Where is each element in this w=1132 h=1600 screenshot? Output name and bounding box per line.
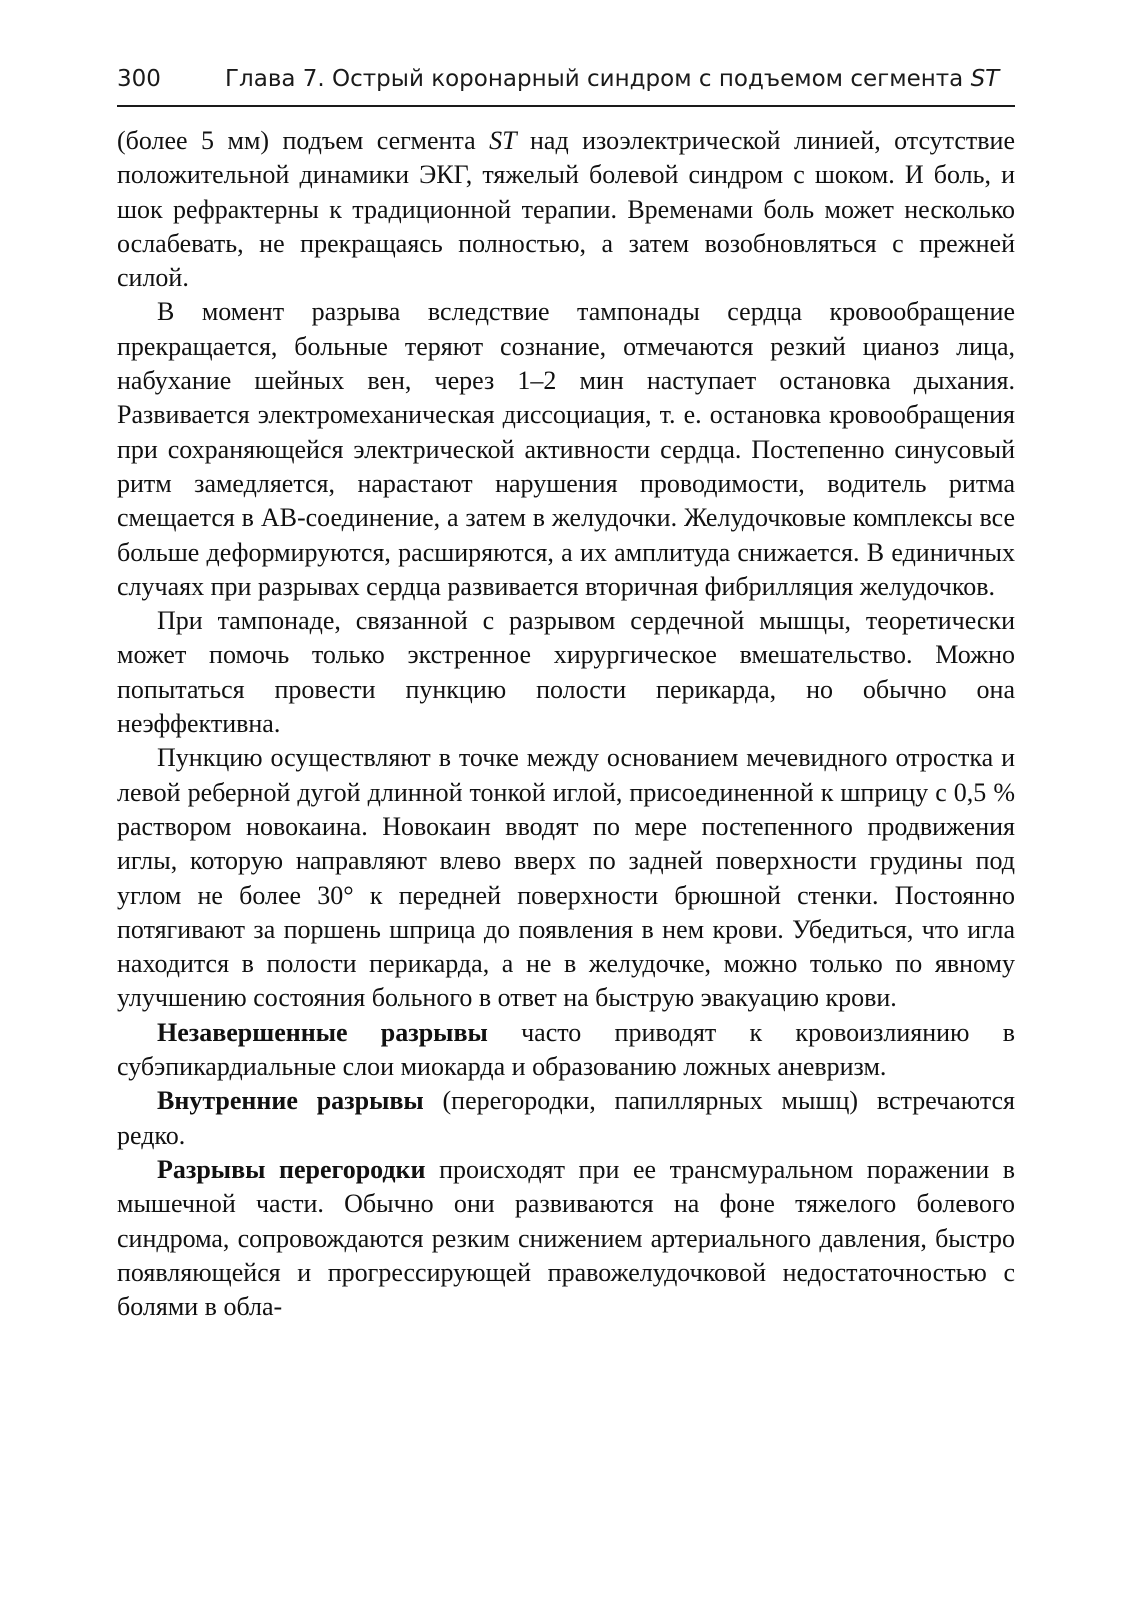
text-run: (перегородки, папиллярных мышц) встречаются редко. xyxy=(117,1086,1015,1150)
paragraph xyxy=(117,295,1015,604)
chapter-title-text: Глава 7. Острый коронарный синдром с подъемом сегмента xyxy=(225,66,971,92)
running-header xyxy=(117,66,1017,106)
body-text xyxy=(117,124,1015,1324)
text-run: (более 5 мм) подъем сегмента xyxy=(117,126,490,155)
italic-term: ST xyxy=(489,126,517,155)
chapter-title xyxy=(225,66,999,92)
text-run: При тампонаде, связанной с разрывом сердечной мышцы, теоретически может помочь только экстренное хирургическое вмешательство. Можно попытаться провести пункцию полости перикарда, но обычно она неэффективна. xyxy=(117,606,1015,739)
bold-term: Незавершенные разрывы xyxy=(157,1017,488,1047)
text-run: происходят при ее трансмуральном поражении в мышечной части. Обычно они развиваются на фоне тяжелого болевого синдрома, сопровождаются резким снижением артериального давления, быстро появляющейся и прогрессирующей правожелудочковой недостаточностью с болями в обла- xyxy=(117,1154,1016,1322)
bold-term: Внутренние разрывы xyxy=(157,1086,424,1116)
chapter-title-st: ST xyxy=(970,66,1000,92)
paragraph xyxy=(117,1016,1015,1085)
bold-term: Разрывы перегородки xyxy=(157,1154,426,1184)
paragraph xyxy=(117,1153,1015,1324)
paragraph xyxy=(117,604,1015,741)
text-run: часто приводят к кровоизлиянию в субэпикардиальные слои миокарда и образованию ложных аневризм. xyxy=(117,1017,1015,1082)
page-number: 300 xyxy=(117,66,161,92)
paragraph xyxy=(117,741,1015,1015)
text-run: Пункцию осуществляют в точке между основанием мечевидного отростка и левой реберной дугой длинной тонкой иглой, присоединенной к шприцу с 0,5 % раствором новокаина. Новокаин вводят по мере постепенного продвижения иглы, которую направляют влево вверх по задней поверхности грудины под углом не более 30° к передней поверхности брюшной стенки. Постоянно потягивают за поршень шприца до появления в нем крови. Убедиться, что игла находится в полости перикарда, а не в желудочке, можно только по явному улучшению состояния больного в ответ на быструю эвакуацию крови. xyxy=(117,743,1015,1013)
paragraph xyxy=(117,124,1015,295)
paragraph xyxy=(117,1084,1015,1153)
text-run: В момент разрыва вследствие тампонады сердца кровообращение прекращается, больные теряют сознание, отмечаются резкий цианоз лица, набухание шейных вен, через 1–2 мин наступает остановка дыхания. Развивается электромеханическая диссоциация, т. е. остановка кровообращения при сохраняющейся электрической активности сердца. Постепенно синусовый ритм замедляется, нарастают нарушения проводимости, водитель ритма смещается в АВ-соединение, а затем в желудочки. Желудочковые комплексы все больше деформируются, расширяются, а их амплитуда снижается. В единичных случаях при разрывах сердца развивается вторичная фибрилляция желудочков. xyxy=(117,297,1015,601)
header-rule xyxy=(117,105,1015,107)
text-run: над изоэлектрической линией, отсутствие положительной динамики ЭКГ, тяжелый болевой синдром с шоком. И боль, и шок рефрактерны к традиционной терапии. Временами боль может несколько ослабевать, не прекращаясь полностью, а затем возобновляться с прежней силой. xyxy=(117,126,1015,293)
